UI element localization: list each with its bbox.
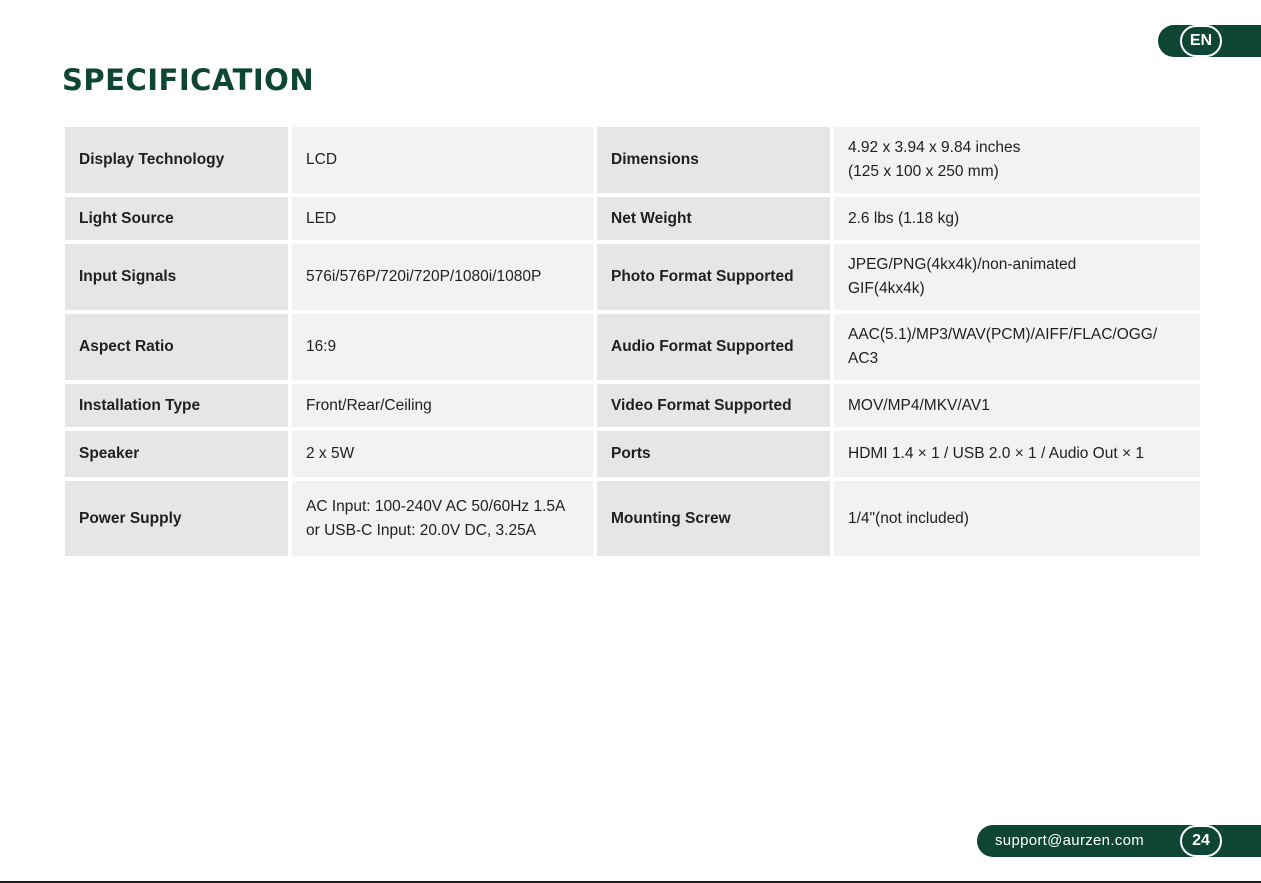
- spec-value: [834, 197, 1200, 240]
- page-number: 24: [1180, 825, 1222, 857]
- spec-value: [292, 197, 593, 240]
- spec-row: [65, 314, 1200, 380]
- spec-label: Display Technology: [65, 127, 288, 193]
- spec-row: [65, 197, 1200, 240]
- spec-value: [834, 384, 1200, 427]
- spec-value-line: AAC(5.1)/MP3/WAV(PCM)/AIFF/FLAC/OGG/: [848, 326, 1158, 343]
- spec-label: Input Signals: [65, 244, 288, 310]
- spec-label: Mounting Screw: [597, 481, 830, 556]
- spec-label: Aspect Ratio: [65, 314, 288, 380]
- spec-row: [65, 244, 1200, 310]
- spec-value-line: LED: [306, 209, 337, 227]
- spec-value: [834, 481, 1200, 556]
- spec-value: [292, 431, 593, 477]
- spec-value-line: HDMI 1.4 × 1 / USB 2.0 × 1 / Audio Out × 1: [848, 445, 1144, 462]
- spec-row: [65, 384, 1200, 427]
- spec-label: Ports: [597, 431, 830, 477]
- spec-table: [61, 123, 1204, 560]
- spec-label: Power Supply: [65, 481, 288, 556]
- spec-value-line: 4.92 x 3.94 x 9.84 inches: [848, 139, 1021, 156]
- spec-label: Light Source: [65, 197, 288, 240]
- spec-label: Installation Type: [65, 384, 288, 427]
- language-tab: [1158, 25, 1261, 57]
- spec-value-line: 16:9: [306, 338, 337, 355]
- spec-value: [834, 431, 1200, 477]
- spec-value-line: AC Input: 100-240V AC 50/60Hz 1.5A: [306, 497, 566, 515]
- spec-value: [834, 127, 1200, 193]
- support-email[interactable]: support@aurzen.com: [995, 832, 1145, 849]
- spec-value-line: Front/Rear/Ceiling: [306, 396, 432, 414]
- spec-label: Net Weight: [597, 197, 830, 240]
- spec-label: Video Format Supported: [597, 384, 830, 427]
- spec-value-line: 2.6 lbs (1.18 kg): [848, 209, 960, 227]
- language-badge: EN: [1180, 25, 1222, 57]
- spec-value-line: LCD: [306, 151, 338, 168]
- spec-value-line: 2 x 5W: [306, 445, 355, 462]
- spec-value: [834, 314, 1200, 380]
- spec-value: [292, 314, 593, 380]
- spec-row: [65, 481, 1200, 556]
- spec-value-line: MOV/MP4/MKV/AV1: [848, 396, 990, 414]
- spec-value-line: or USB-C Input: 20.0V DC, 3.25A: [306, 521, 537, 539]
- spec-table-body: [65, 127, 1200, 556]
- spec-label: Dimensions: [597, 127, 830, 193]
- spec-value: [292, 244, 593, 310]
- spec-label: Speaker: [65, 431, 288, 477]
- spec-label: Photo Format Supported: [597, 244, 830, 310]
- spec-value: [292, 384, 593, 427]
- spec-value-line: JPEG/PNG(4kx4k)/non-animated: [848, 256, 1077, 273]
- spec-value-line: 576i/576P/720i/720P/1080i/1080P: [306, 268, 542, 285]
- spec-value: [292, 481, 593, 556]
- spec-label: Audio Format Supported: [597, 314, 830, 380]
- spec-value-line: AC3: [848, 350, 879, 367]
- spec-value: [292, 127, 593, 193]
- spec-value-line: 1/4"(not included): [848, 509, 969, 527]
- footer-tab: [977, 825, 1261, 857]
- page-title: SPECIFICATION: [62, 63, 315, 97]
- spec-value: [834, 244, 1200, 310]
- spec-value-line: (125 x 100 x 250 mm): [848, 163, 999, 180]
- spec-value-line: GIF(4kx4k): [848, 280, 925, 297]
- spec-row: [65, 127, 1200, 193]
- spec-row: [65, 431, 1200, 477]
